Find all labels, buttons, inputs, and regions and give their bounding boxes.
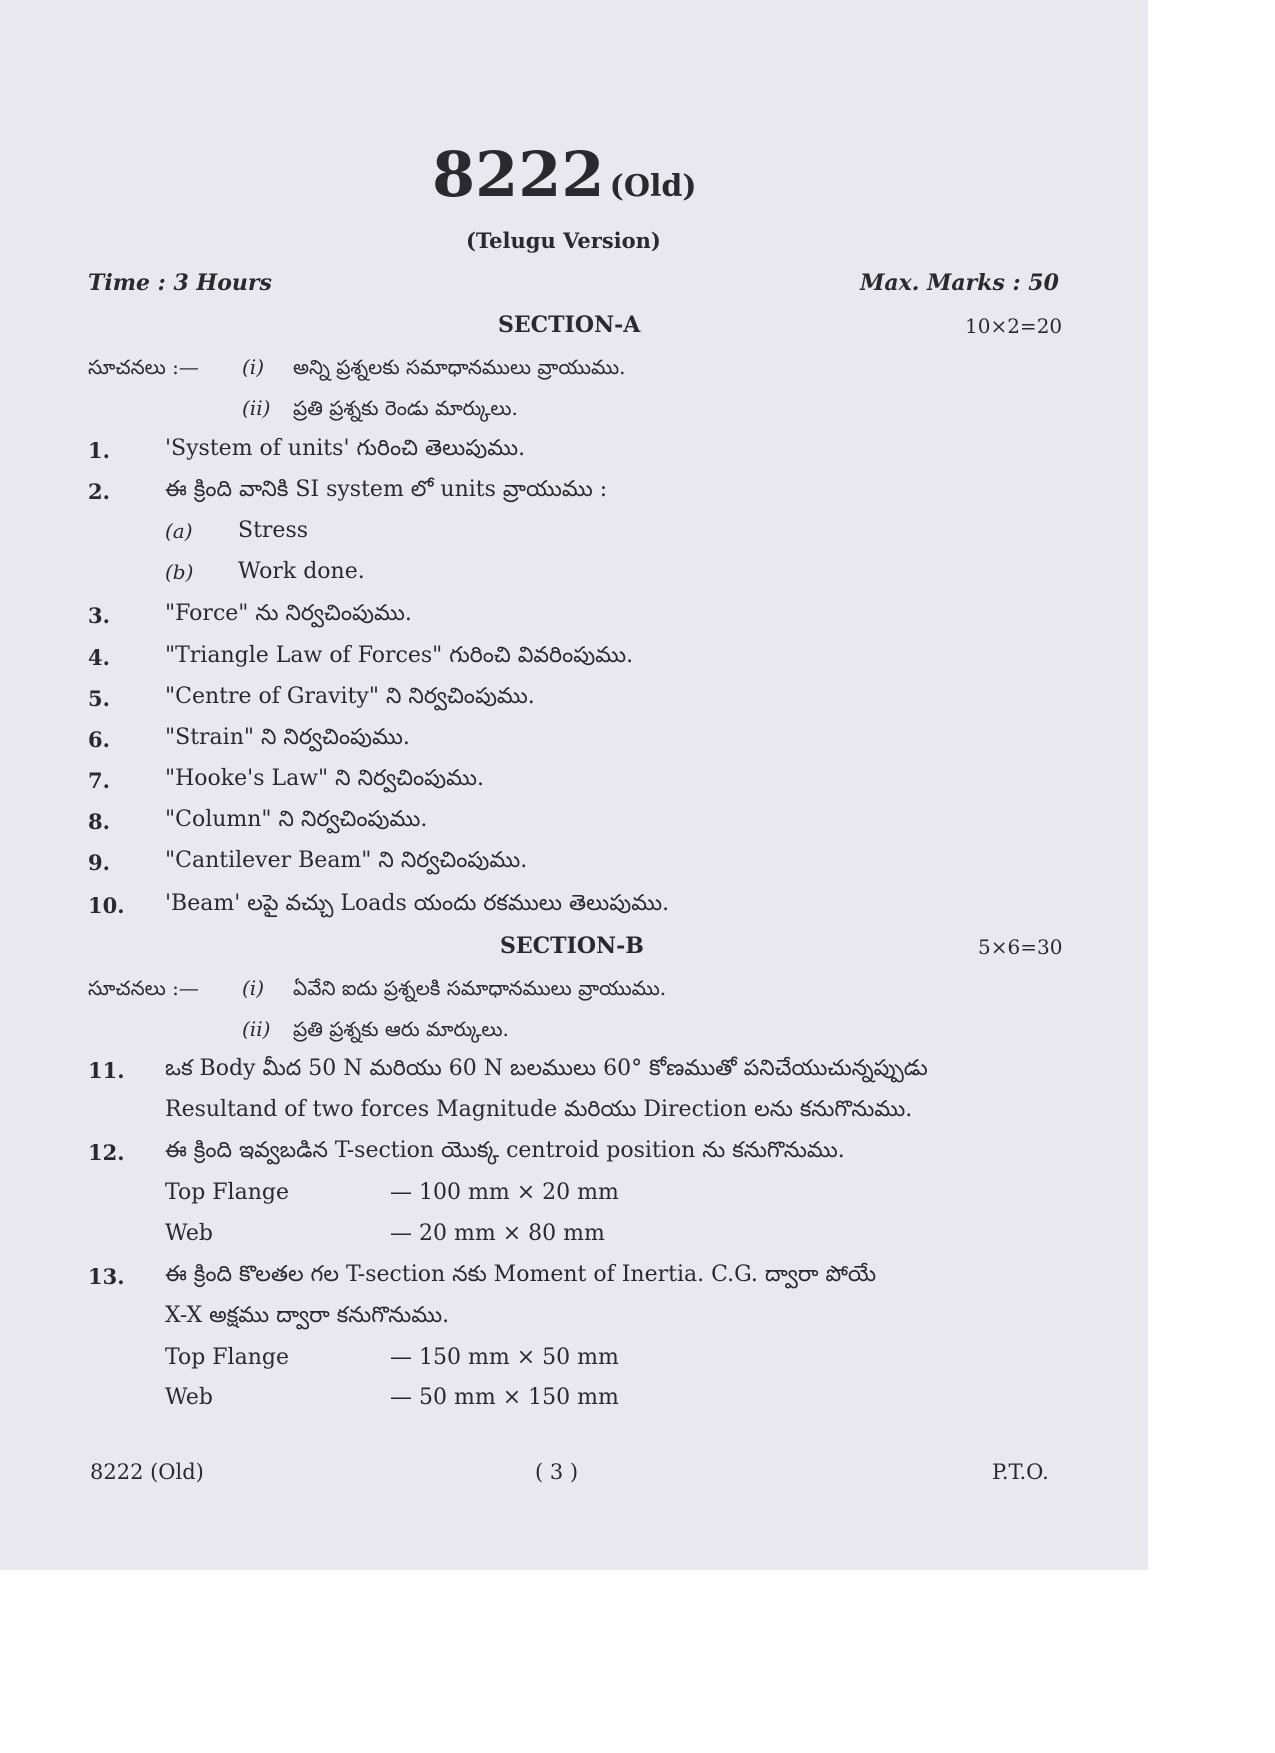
dimension-label: Top Flange [165,1180,289,1205]
footer-pto: P.T.O. [992,1460,1049,1484]
question-text: ఈ క్రింది కొలతల గల T-section నకు Moment of Inertia. C.G. ద్వారా పోయే [165,1262,877,1287]
dimension-label: Web [165,1221,213,1246]
question-text: ఈ క్రింది ఇవ్వబడిన T-section యొక్క centroid position ను కనుగొనుము. [165,1138,845,1163]
question-text: "Cantilever Beam" ని నిర్వచింపుము. [165,848,528,873]
question-text: ఒక Body మీద 50 N మరియు 60 N బలములు 60° కోణముతో పనిచేయుచున్నప్పుడు [165,1056,928,1081]
paper-code-heading [432,138,697,211]
max-marks-label: Max. Marks : 50 [860,270,1059,296]
section-b-title: SECTION-B [500,933,644,959]
version-label: (Telugu Version) [466,228,661,253]
question-number: 1. [88,438,110,463]
dimension-value: — 20 mm × 80 mm [390,1221,605,1246]
question-text: "Column" ని నిర్వచింపుము. [165,807,428,832]
question-number: 2. [88,479,110,504]
question-number: 4. [88,645,110,670]
section-b-note-label: సూచనలు :— [88,976,199,1000]
question-text: 'System of units' గురించి తెలుపుము. [165,436,526,461]
subpart-marker: (a) [165,519,193,543]
question-text: "Triangle Law of Forces" గురించి వివరింపుము. [165,643,634,668]
footer-paper-code: 8222 (Old) [90,1460,204,1484]
dimension-value: — 50 mm × 150 mm [390,1385,619,1410]
question-text: "Hooke's Law" ని నిర్వచింపుము. [165,766,484,791]
subpart-text: Stress [238,518,309,543]
question-number: 9. [88,850,110,875]
dimension-value: — 150 mm × 50 mm [390,1345,619,1370]
note-text: ఏవేని ఐదు ప్రశ్నలకి సమాధానములు వ్రాయుము. [293,976,667,1000]
section-a-title: SECTION-A [498,312,641,338]
subpart-marker: (b) [165,560,194,584]
question-number: 13. [88,1264,125,1289]
question-number: 5. [88,686,110,711]
footer-page-number: ( 3 ) [535,1460,579,1484]
question-number: 6. [88,727,110,752]
question-text: "Force" ను నిర్వచింపుము. [165,601,412,626]
question-number: 11. [88,1058,125,1083]
time-label: Time : 3 Hours [88,270,272,296]
note-text: అన్ని ప్రశ్నలకు సమాధానములు వ్రాయుము. [293,355,626,379]
question-text: 'Beam' లపై వచ్చు Loads యందు రకములు తెలుపుము. [165,891,670,916]
section-a-marks: 10×2=20 [965,314,1063,338]
section-b-marks: 5×6=30 [978,935,1063,959]
question-number: 8. [88,809,110,834]
paper-code-suffix: (Old) [609,169,697,204]
note-marker: (ii) [242,1017,271,1041]
subpart-text: Work done. [238,559,365,584]
question-text: "Centre of Gravity" ని నిర్వచింపుము. [165,684,535,709]
question-number: 10. [88,893,125,918]
note-marker: (ii) [242,396,271,420]
question-number: 3. [88,603,110,628]
dimension-value: — 100 mm × 20 mm [390,1180,619,1205]
note-text: ప్రతి ప్రశ్నకు రెండు మార్కులు. [293,396,518,420]
note-marker: (i) [242,355,265,379]
dimension-label: Web [165,1385,213,1410]
paper-code: 8222 [432,138,605,211]
question-text: ఈ క్రింది వానికి SI system లో units వ్రాయుము : [165,477,608,502]
question-text-continued: X-X అక్షము ద్వారా కనుగొనుము. [165,1303,450,1328]
dimension-label: Top Flange [165,1345,289,1370]
question-number: 12. [88,1140,125,1165]
question-text: "Strain" ని నిర్వచింపుము. [165,725,410,750]
question-text-continued: Resultand of two forces Magnitude మరియు Direction లను కనుగొనుము. [165,1097,913,1122]
question-number: 7. [88,768,110,793]
note-text: ప్రతి ప్రశ్నకు ఆరు మార్కులు. [293,1017,509,1041]
section-a-note-label: సూచనలు :— [88,355,199,379]
note-marker: (i) [242,976,265,1000]
